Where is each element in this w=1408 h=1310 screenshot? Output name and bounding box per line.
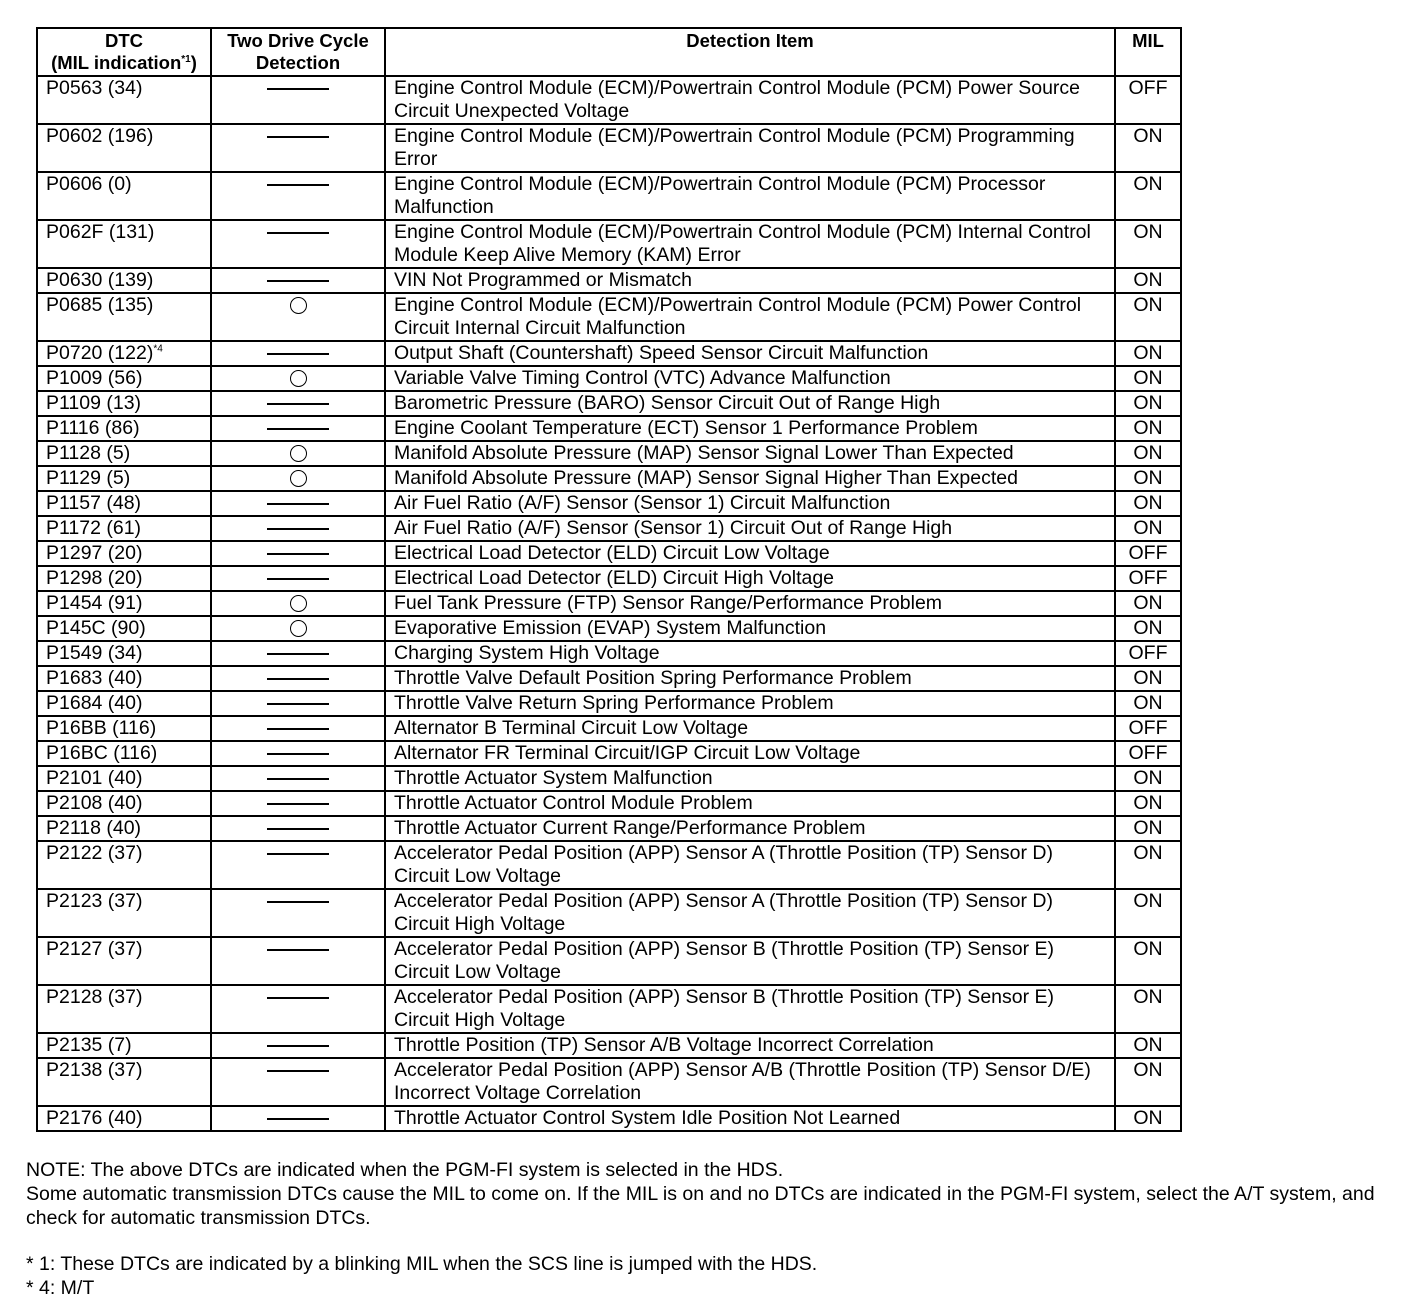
two-drive-circle-icon xyxy=(290,595,307,612)
table-row xyxy=(37,791,1181,816)
table-row xyxy=(37,985,1181,1033)
mil-status: ON xyxy=(1115,366,1181,391)
two-drive-cycle-cell xyxy=(211,341,385,366)
two-drive-cycle-cell xyxy=(211,220,385,268)
dtc-code: P1297 (20) xyxy=(37,541,211,566)
mil-status: ON xyxy=(1115,766,1181,791)
mil-status: OFF xyxy=(1115,641,1181,666)
dash-icon xyxy=(267,1070,329,1072)
dash-icon xyxy=(267,728,329,730)
detection-item: Manifold Absolute Pressure (MAP) Sensor Signal Lower Than Expected xyxy=(385,441,1115,466)
two-drive-cycle-cell xyxy=(211,466,385,491)
dtc-code: P1109 (13) xyxy=(37,391,211,416)
detection-item: Engine Coolant Temperature (ECT) Sensor 1 Performance Problem xyxy=(385,416,1115,441)
detection-item: Engine Control Module (ECM)/Powertrain Control Module (PCM) Processor Malfunction xyxy=(385,172,1115,220)
two-drive-cycle-cell xyxy=(211,889,385,937)
two-drive-cycle-column-header: Two Drive Cycle Detection xyxy=(211,28,385,76)
two-drive-cycle-cell xyxy=(211,766,385,791)
mil-status: ON xyxy=(1115,293,1181,341)
dtc-code: P0606 (0) xyxy=(37,172,211,220)
table-row xyxy=(37,666,1181,691)
two-drive-cycle-cell xyxy=(211,268,385,293)
mil-status: ON xyxy=(1115,466,1181,491)
notes-section xyxy=(26,1158,1396,1300)
detection-item: Charging System High Voltage xyxy=(385,641,1115,666)
table-row xyxy=(37,716,1181,741)
dash-icon xyxy=(267,553,329,555)
table-row xyxy=(37,591,1181,616)
dtc-code: P062F (131) xyxy=(37,220,211,268)
mil-column-header: MIL xyxy=(1115,28,1181,76)
footnote-ref: *1 xyxy=(181,53,191,65)
dash-icon xyxy=(267,753,329,755)
table-row xyxy=(37,889,1181,937)
dtc-code: P2127 (37) xyxy=(37,937,211,985)
mil-status: ON xyxy=(1115,491,1181,516)
dtc-code: P1157 (48) xyxy=(37,491,211,516)
mil-status: OFF xyxy=(1115,741,1181,766)
table-row xyxy=(37,1058,1181,1106)
detection-item: Fuel Tank Pressure (FTP) Sensor Range/Performance Problem xyxy=(385,591,1115,616)
two-drive-cycle-cell xyxy=(211,841,385,889)
dtc-code: P1172 (61) xyxy=(37,516,211,541)
two-drive-cycle-cell xyxy=(211,293,385,341)
two-drive-cycle-cell xyxy=(211,641,385,666)
mil-status: OFF xyxy=(1115,541,1181,566)
mil-status: OFF xyxy=(1115,76,1181,124)
table-row xyxy=(37,293,1181,341)
detection-item: Accelerator Pedal Position (APP) Sensor A/B (Throttle Position (TP) Sensor D/E) Incorrect Voltage Correlation xyxy=(385,1058,1115,1106)
two-drive-cycle-cell xyxy=(211,937,385,985)
detection-item: Output Shaft (Countershaft) Speed Sensor Circuit Malfunction xyxy=(385,341,1115,366)
two-drive-cycle-cell xyxy=(211,716,385,741)
dash-icon xyxy=(267,88,329,90)
detection-item: Accelerator Pedal Position (APP) Sensor B (Throttle Position (TP) Sensor E) Circuit Low Voltage xyxy=(385,937,1115,985)
dash-icon xyxy=(267,1118,329,1120)
mil-status: ON xyxy=(1115,691,1181,716)
table-row xyxy=(37,416,1181,441)
detection-item: Throttle Valve Return Spring Performance Problem xyxy=(385,691,1115,716)
mil-status: ON xyxy=(1115,1058,1181,1106)
dash-icon xyxy=(267,280,329,282)
detection-item: Evaporative Emission (EVAP) System Malfunction xyxy=(385,616,1115,641)
detection-item-column-header: Detection Item xyxy=(385,28,1115,76)
two-drive-cycle-cell xyxy=(211,691,385,716)
dtc-code: P1116 (86) xyxy=(37,416,211,441)
table-row xyxy=(37,124,1181,172)
dash-icon xyxy=(267,803,329,805)
detection-item: Throttle Actuator Control System Idle Position Not Learned xyxy=(385,1106,1115,1131)
dtc-code: P2176 (40) xyxy=(37,1106,211,1131)
detection-item: Engine Control Module (ECM)/Powertrain Control Module (PCM) Internal Control Module Keep Alive Memory (KAM) Error xyxy=(385,220,1115,268)
mil-status: ON xyxy=(1115,1106,1181,1131)
detection-item: Electrical Load Detector (ELD) Circuit High Voltage xyxy=(385,566,1115,591)
dtc-header-subtitle: (MIL indication$^{*1}$) xyxy=(51,52,197,73)
two-drive-circle-icon xyxy=(290,470,307,487)
dtc-code: P0630 (139) xyxy=(37,268,211,293)
dtc-code: P0563 (34) xyxy=(37,76,211,124)
dtc-code: P145C (90) xyxy=(37,616,211,641)
table-row xyxy=(37,441,1181,466)
detection-item: Throttle Actuator Current Range/Performance Problem xyxy=(385,816,1115,841)
mil-status: ON xyxy=(1115,616,1181,641)
detection-item: Alternator FR Terminal Circuit/IGP Circuit Low Voltage xyxy=(385,741,1115,766)
mil-status: ON xyxy=(1115,416,1181,441)
note-automatic-transmission: Some automatic transmission DTCs cause the MIL to come on. If the MIL is on and no DTCs are indicated in the PGM-FI system, select the A/T system, and check for automatic transmission DTCs. xyxy=(26,1183,1375,1229)
dtc-code: P16BB (116) xyxy=(37,716,211,741)
dtc-code: P16BC (116) xyxy=(37,741,211,766)
detection-item: Throttle Actuator Control Module Problem xyxy=(385,791,1115,816)
mil-status: ON xyxy=(1115,591,1181,616)
footnote-4: * 4: M/T xyxy=(26,1277,95,1299)
two-drive-cycle-cell xyxy=(211,1058,385,1106)
dtc-code: P2122 (37) xyxy=(37,841,211,889)
dash-icon xyxy=(267,232,329,234)
mil-status: ON xyxy=(1115,666,1181,691)
mil-status: ON xyxy=(1115,124,1181,172)
table-row xyxy=(37,566,1181,591)
table-row xyxy=(37,691,1181,716)
two-drive-cycle-cell xyxy=(211,666,385,691)
table-row xyxy=(37,741,1181,766)
dash-icon xyxy=(267,403,329,405)
two-drive-cycle-cell xyxy=(211,441,385,466)
dtc-code: P2118 (40) xyxy=(37,816,211,841)
dtc-table-body xyxy=(37,76,1181,1131)
table-row xyxy=(37,220,1181,268)
table-row xyxy=(37,1033,1181,1058)
mil-status: ON xyxy=(1115,172,1181,220)
detection-item: Throttle Valve Default Position Spring Performance Problem xyxy=(385,666,1115,691)
dtc-code: P1454 (91) xyxy=(37,591,211,616)
mil-status: ON xyxy=(1115,889,1181,937)
detection-item: Air Fuel Ratio (A/F) Sensor (Sensor 1) Circuit Malfunction xyxy=(385,491,1115,516)
footnote-1: * 1: These DTCs are indicated by a blinking MIL when the SCS line is jumped with the HDS. xyxy=(26,1253,818,1275)
detection-item: Air Fuel Ratio (A/F) Sensor (Sensor 1) Circuit Out of Range High xyxy=(385,516,1115,541)
mil-status: ON xyxy=(1115,441,1181,466)
mil-status: ON xyxy=(1115,816,1181,841)
two-drive-circle-icon xyxy=(290,297,307,314)
dash-icon xyxy=(267,578,329,580)
table-row xyxy=(37,491,1181,516)
dash-icon xyxy=(267,997,329,999)
two-drive-cycle-cell xyxy=(211,491,385,516)
table-row xyxy=(37,466,1181,491)
two-drive-cycle-cell xyxy=(211,591,385,616)
two-drive-cycle-cell xyxy=(211,1033,385,1058)
detection-item: Variable Valve Timing Control (VTC) Advance Malfunction xyxy=(385,366,1115,391)
detection-item: Engine Control Module (ECM)/Powertrain Control Module (PCM) Programming Error xyxy=(385,124,1115,172)
two-drive-cycle-cell xyxy=(211,76,385,124)
detection-item: Throttle Position (TP) Sensor A/B Voltage Incorrect Correlation xyxy=(385,1033,1115,1058)
table-row xyxy=(37,76,1181,124)
dtc-code: P1549 (34) xyxy=(37,641,211,666)
detection-item: Manifold Absolute Pressure (MAP) Sensor Signal Higher Than Expected xyxy=(385,466,1115,491)
mil-status: ON xyxy=(1115,791,1181,816)
table-row xyxy=(37,172,1181,220)
dtc-code: P0720 (122)$^{*4}$ xyxy=(37,341,211,366)
two-drive-cycle-cell xyxy=(211,816,385,841)
mil-status: OFF xyxy=(1115,716,1181,741)
dtc-code: P2108 (40) xyxy=(37,791,211,816)
dash-icon xyxy=(267,136,329,138)
dtc-code: P2128 (37) xyxy=(37,985,211,1033)
dash-icon xyxy=(267,1045,329,1047)
two-drive-cycle-cell xyxy=(211,616,385,641)
dash-icon xyxy=(267,353,329,355)
dash-icon xyxy=(267,528,329,530)
dtc-code: P1298 (20) xyxy=(37,566,211,591)
table-row xyxy=(37,766,1181,791)
table-row xyxy=(37,391,1181,416)
table-row xyxy=(37,1106,1181,1131)
two-drive-cycle-cell xyxy=(211,541,385,566)
mil-status: ON xyxy=(1115,841,1181,889)
dash-icon xyxy=(267,901,329,903)
dash-icon xyxy=(267,428,329,430)
dtc-table xyxy=(36,27,1182,1132)
two-drive-cycle-cell xyxy=(211,172,385,220)
table-row xyxy=(37,937,1181,985)
table-row xyxy=(37,268,1181,293)
table-row xyxy=(37,341,1181,366)
detection-item: Throttle Actuator System Malfunction xyxy=(385,766,1115,791)
detection-item: Engine Control Module (ECM)/Powertrain Control Module (PCM) Power Source Circuit Unexpected Voltage xyxy=(385,76,1115,124)
dash-icon xyxy=(267,703,329,705)
dtc-code: P2123 (37) xyxy=(37,889,211,937)
two-drive-cycle-cell xyxy=(211,124,385,172)
mil-status: ON xyxy=(1115,268,1181,293)
detection-item: Engine Control Module (ECM)/Powertrain Control Module (PCM) Power Control Circuit Internal Circuit Malfunction xyxy=(385,293,1115,341)
detection-item: Alternator B Terminal Circuit Low Voltage xyxy=(385,716,1115,741)
two-drive-circle-icon xyxy=(290,620,307,637)
table-row xyxy=(37,541,1181,566)
mil-status: ON xyxy=(1115,341,1181,366)
mil-status: ON xyxy=(1115,516,1181,541)
dtc-code: P1128 (5) xyxy=(37,441,211,466)
two-drive-cycle-cell xyxy=(211,366,385,391)
detection-item: Accelerator Pedal Position (APP) Sensor B (Throttle Position (TP) Sensor E) Circuit High Voltage xyxy=(385,985,1115,1033)
dtc-code: P1009 (56) xyxy=(37,366,211,391)
dtc-code: P1683 (40) xyxy=(37,666,211,691)
dtc-code: P2138 (37) xyxy=(37,1058,211,1106)
mil-status: ON xyxy=(1115,220,1181,268)
mil-status: ON xyxy=(1115,937,1181,985)
note-hds: NOTE: The above DTCs are indicated when the PGM-FI system is selected in the HDS. xyxy=(26,1159,784,1181)
dtc-code: P2101 (40) xyxy=(37,766,211,791)
dash-icon xyxy=(267,853,329,855)
dash-icon xyxy=(267,949,329,951)
two-drive-circle-icon xyxy=(290,445,307,462)
two-drive-cycle-cell xyxy=(211,1106,385,1131)
dash-icon xyxy=(267,678,329,680)
two-drive-cycle-cell xyxy=(211,566,385,591)
two-drive-cycle-cell xyxy=(211,985,385,1033)
mil-status: ON xyxy=(1115,391,1181,416)
dtc-header-title: DTC xyxy=(104,30,144,51)
dtc-code: P1129 (5) xyxy=(37,466,211,491)
two-drive-cycle-cell xyxy=(211,791,385,816)
two-drive-cycle-cell xyxy=(211,416,385,441)
detection-item: VIN Not Programmed or Mismatch xyxy=(385,268,1115,293)
table-row xyxy=(37,816,1181,841)
dtc-code: P0602 (196) xyxy=(37,124,211,172)
dash-icon xyxy=(267,653,329,655)
dtc-code: P2135 (7) xyxy=(37,1033,211,1058)
two-drive-cycle-cell xyxy=(211,741,385,766)
table-row xyxy=(37,516,1181,541)
table-row xyxy=(37,841,1181,889)
table-row xyxy=(37,641,1181,666)
dash-icon xyxy=(267,503,329,505)
footnote-ref: *4 xyxy=(153,343,163,355)
detection-item: Electrical Load Detector (ELD) Circuit Low Voltage xyxy=(385,541,1115,566)
dash-icon xyxy=(267,828,329,830)
dtc-code: P0685 (135) xyxy=(37,293,211,341)
two-drive-circle-icon xyxy=(290,370,307,387)
detection-item: Accelerator Pedal Position (APP) Sensor A (Throttle Position (TP) Sensor D) Circuit Low Voltage xyxy=(385,841,1115,889)
dtc-code: P1684 (40) xyxy=(37,691,211,716)
mil-status: ON xyxy=(1115,985,1181,1033)
detection-item: Barometric Pressure (BARO) Sensor Circuit Out of Range High xyxy=(385,391,1115,416)
dash-icon xyxy=(267,184,329,186)
two-drive-cycle-cell xyxy=(211,391,385,416)
dash-icon xyxy=(267,778,329,780)
two-drive-cycle-cell xyxy=(211,516,385,541)
table-row xyxy=(37,366,1181,391)
dtc-column-header xyxy=(37,28,211,76)
mil-status: ON xyxy=(1115,1033,1181,1058)
mil-status: OFF xyxy=(1115,566,1181,591)
detection-item: Accelerator Pedal Position (APP) Sensor A (Throttle Position (TP) Sensor D) Circuit High Voltage xyxy=(385,889,1115,937)
dtc-table-header xyxy=(37,28,1181,76)
table-row xyxy=(37,616,1181,641)
